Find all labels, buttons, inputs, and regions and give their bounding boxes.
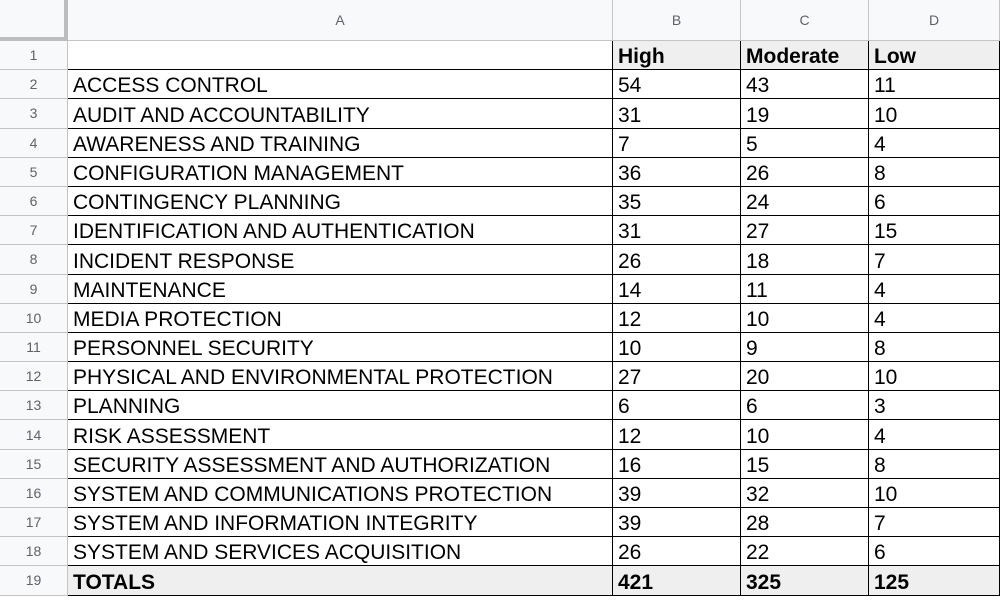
row-header[interactable]: 15: [0, 450, 68, 479]
row-header[interactable]: 9: [0, 275, 68, 304]
cell-low-count[interactable]: 8: [869, 333, 1000, 362]
cell-control-family[interactable]: MEDIA PROTECTION: [68, 304, 613, 333]
cell-moderate-count[interactable]: 26: [741, 158, 869, 187]
row-header[interactable]: 5: [0, 158, 68, 187]
cell-high-count[interactable]: 10: [613, 333, 741, 362]
cell-totals-label[interactable]: TOTALS: [68, 566, 613, 595]
column-header-d[interactable]: D: [869, 0, 1000, 41]
cell-control-family[interactable]: PERSONNEL SECURITY: [68, 333, 613, 362]
row-header[interactable]: 3: [0, 99, 68, 128]
cell-low-count[interactable]: 10: [869, 99, 1000, 128]
cell-low-count[interactable]: 10: [869, 479, 1000, 508]
row-header[interactable]: 8: [0, 245, 68, 274]
cell-low-count[interactable]: 6: [869, 537, 1000, 566]
cell-control-family[interactable]: SYSTEM AND COMMUNICATIONS PROTECTION: [68, 479, 613, 508]
cell-low-count[interactable]: 8: [869, 158, 1000, 187]
cell-control-family[interactable]: MAINTENANCE: [68, 275, 613, 304]
cell-high-count[interactable]: 39: [613, 508, 741, 537]
cell-high-count[interactable]: 26: [613, 245, 741, 274]
column-header-c[interactable]: C: [741, 0, 869, 41]
cell-moderate-count[interactable]: 11: [741, 275, 869, 304]
cell-moderate-count[interactable]: 15: [741, 450, 869, 479]
row-header[interactable]: 4: [0, 129, 68, 158]
cell-totals-low[interactable]: 125: [869, 566, 1000, 595]
cell-high-count[interactable]: 36: [613, 158, 741, 187]
cell-high-count[interactable]: 31: [613, 99, 741, 128]
row-header[interactable]: 10: [0, 304, 68, 333]
cell-control-family[interactable]: AWARENESS AND TRAINING: [68, 129, 613, 158]
cell-low-count[interactable]: 15: [869, 216, 1000, 245]
cell-high-count[interactable]: 26: [613, 537, 741, 566]
row-header[interactable]: 18: [0, 537, 68, 566]
cell-high-count[interactable]: 14: [613, 275, 741, 304]
cell-low-count[interactable]: 7: [869, 508, 1000, 537]
cell-b1-high-header[interactable]: High: [613, 41, 741, 70]
cell-low-count[interactable]: 6: [869, 187, 1000, 216]
row-header[interactable]: 1: [0, 41, 68, 70]
cell-high-count[interactable]: 31: [613, 216, 741, 245]
cell-moderate-count[interactable]: 20: [741, 362, 869, 391]
row-header[interactable]: 7: [0, 216, 68, 245]
cell-high-count[interactable]: 12: [613, 420, 741, 449]
cell-high-count[interactable]: 6: [613, 391, 741, 420]
cell-control-family[interactable]: INCIDENT RESPONSE: [68, 245, 613, 274]
column-header-b[interactable]: B: [613, 0, 741, 41]
select-all-corner[interactable]: [0, 0, 68, 41]
cell-control-family[interactable]: SYSTEM AND SERVICES ACQUISITION: [68, 537, 613, 566]
row-header[interactable]: 12: [0, 362, 68, 391]
cell-moderate-count[interactable]: 43: [741, 70, 869, 99]
cell-moderate-count[interactable]: 27: [741, 216, 869, 245]
cell-control-family[interactable]: CONTINGENCY PLANNING: [68, 187, 613, 216]
cell-control-family[interactable]: AUDIT AND ACCOUNTABILITY: [68, 99, 613, 128]
cell-high-count[interactable]: 39: [613, 479, 741, 508]
cell-low-count[interactable]: 7: [869, 245, 1000, 274]
cell-low-count[interactable]: 3: [869, 391, 1000, 420]
cell-control-family[interactable]: SECURITY ASSESSMENT AND AUTHORIZATION: [68, 450, 613, 479]
cell-moderate-count[interactable]: 18: [741, 245, 869, 274]
cell-low-count[interactable]: 4: [869, 129, 1000, 158]
cell-high-count[interactable]: 54: [613, 70, 741, 99]
cell-low-count[interactable]: 10: [869, 362, 1000, 391]
cell-high-count[interactable]: 7: [613, 129, 741, 158]
cell-moderate-count[interactable]: 24: [741, 187, 869, 216]
row-header[interactable]: 2: [0, 70, 68, 99]
cell-low-count[interactable]: 4: [869, 275, 1000, 304]
cell-totals-high[interactable]: 421: [613, 566, 741, 595]
cell-low-count[interactable]: 11: [869, 70, 1000, 99]
cell-moderate-count[interactable]: 10: [741, 420, 869, 449]
row-header[interactable]: 19: [0, 566, 68, 595]
cell-control-family[interactable]: RISK ASSESSMENT: [68, 420, 613, 449]
column-header-a[interactable]: A: [68, 0, 613, 41]
cell-control-family[interactable]: IDENTIFICATION AND AUTHENTICATION: [68, 216, 613, 245]
cell-moderate-count[interactable]: 28: [741, 508, 869, 537]
cell-moderate-count[interactable]: 22: [741, 537, 869, 566]
cell-high-count[interactable]: 27: [613, 362, 741, 391]
cell-low-count[interactable]: 8: [869, 450, 1000, 479]
cell-moderate-count[interactable]: 32: [741, 479, 869, 508]
cell-high-count[interactable]: 16: [613, 450, 741, 479]
cell-moderate-count[interactable]: 19: [741, 99, 869, 128]
row-header[interactable]: 17: [0, 508, 68, 537]
cell-high-count[interactable]: 12: [613, 304, 741, 333]
row-header[interactable]: 11: [0, 333, 68, 362]
cell-control-family[interactable]: SYSTEM AND INFORMATION INTEGRITY: [68, 508, 613, 537]
cell-control-family[interactable]: CONFIGURATION MANAGEMENT: [68, 158, 613, 187]
row-header[interactable]: 14: [0, 420, 68, 449]
cell-low-count[interactable]: 4: [869, 304, 1000, 333]
cell-a1[interactable]: [68, 41, 613, 70]
cell-moderate-count[interactable]: 6: [741, 391, 869, 420]
cell-low-count[interactable]: 4: [869, 420, 1000, 449]
cell-totals-moderate[interactable]: 325: [741, 566, 869, 595]
cell-d1-low-header[interactable]: Low: [869, 41, 1000, 70]
cell-moderate-count[interactable]: 9: [741, 333, 869, 362]
row-header[interactable]: 13: [0, 391, 68, 420]
cell-c1-moderate-header[interactable]: Moderate: [741, 41, 869, 70]
cell-high-count[interactable]: 35: [613, 187, 741, 216]
cell-control-family[interactable]: ACCESS CONTROL: [68, 70, 613, 99]
cell-control-family[interactable]: PHYSICAL AND ENVIRONMENTAL PROTECTION: [68, 362, 613, 391]
row-header[interactable]: 16: [0, 479, 68, 508]
cell-control-family[interactable]: PLANNING: [68, 391, 613, 420]
cell-moderate-count[interactable]: 5: [741, 129, 869, 158]
row-header[interactable]: 6: [0, 187, 68, 216]
cell-moderate-count[interactable]: 10: [741, 304, 869, 333]
